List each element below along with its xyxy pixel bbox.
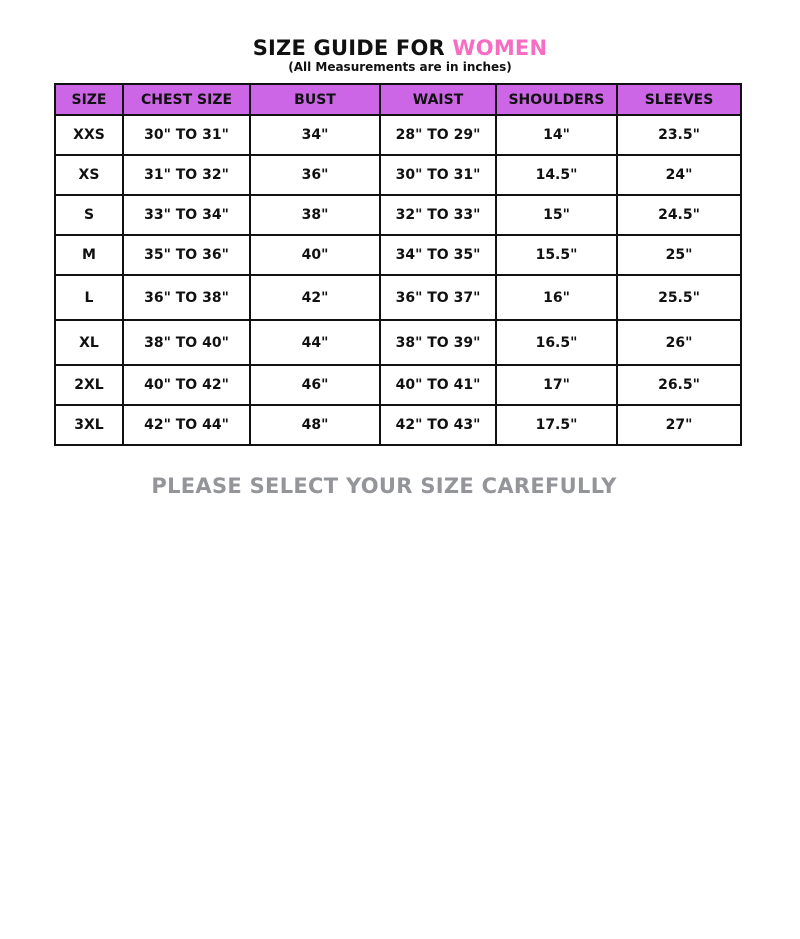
bust-cell: 44"	[250, 320, 380, 365]
chest-size-cell: 38" TO 40"	[123, 320, 250, 365]
sleeves-cell: 26.5"	[617, 365, 741, 405]
size-guide-table	[54, 83, 742, 446]
table-row	[55, 235, 741, 275]
bust-cell: 36"	[250, 155, 380, 195]
shoulders-cell: 16"	[496, 275, 617, 320]
size-cell: XS	[55, 155, 123, 195]
waist-cell: 34" TO 35"	[380, 235, 496, 275]
column-header-chest-size: CHEST SIZE	[123, 84, 250, 115]
size-cell: XL	[55, 320, 123, 365]
size-cell: XXS	[55, 115, 123, 155]
column-header-bust: BUST	[250, 84, 380, 115]
chest-size-cell: 40" TO 42"	[123, 365, 250, 405]
column-header-waist: WAIST	[380, 84, 496, 115]
title-prefix: SIZE GUIDE FOR	[252, 36, 453, 60]
bust-cell: 46"	[250, 365, 380, 405]
table-row	[55, 320, 741, 365]
shoulders-cell: 17.5"	[496, 405, 617, 445]
shoulders-cell: 16.5"	[496, 320, 617, 365]
size-cell: M	[55, 235, 123, 275]
sleeves-cell: 27"	[617, 405, 741, 445]
bust-cell: 38"	[250, 195, 380, 235]
shoulders-cell: 14"	[496, 115, 617, 155]
waist-cell: 30" TO 31"	[380, 155, 496, 195]
size-cell: L	[55, 275, 123, 320]
title-highlight: WOMEN	[452, 36, 548, 60]
table-row	[55, 195, 741, 235]
table-row	[55, 405, 741, 445]
size-cell: S	[55, 195, 123, 235]
size-selection-note: PLEASE SELECT YOUR SIZE CAREFULLY	[151, 474, 617, 498]
shoulders-cell: 14.5"	[496, 155, 617, 195]
chest-size-cell: 30" TO 31"	[123, 115, 250, 155]
sleeves-cell: 25.5"	[617, 275, 741, 320]
column-header-shoulders: SHOULDERS	[496, 84, 617, 115]
column-header-size: SIZE	[55, 84, 123, 115]
size-cell: 2XL	[55, 365, 123, 405]
sleeves-cell: 24"	[617, 155, 741, 195]
size-cell: 3XL	[55, 405, 123, 445]
waist-cell: 42" TO 43"	[380, 405, 496, 445]
table-row	[55, 365, 741, 405]
chest-size-cell: 31" TO 32"	[123, 155, 250, 195]
sleeves-cell: 25"	[617, 235, 741, 275]
table-header-row	[55, 84, 741, 115]
shoulders-cell: 15"	[496, 195, 617, 235]
waist-cell: 40" TO 41"	[380, 365, 496, 405]
table-row	[55, 155, 741, 195]
chest-size-cell: 42" TO 44"	[123, 405, 250, 445]
bust-cell: 40"	[250, 235, 380, 275]
chest-size-cell: 33" TO 34"	[123, 195, 250, 235]
waist-cell: 38" TO 39"	[380, 320, 496, 365]
bust-cell: 48"	[250, 405, 380, 445]
table-row	[55, 275, 741, 320]
column-header-sleeves: SLEEVES	[617, 84, 741, 115]
sleeves-cell: 26"	[617, 320, 741, 365]
waist-cell: 32" TO 33"	[380, 195, 496, 235]
waist-cell: 36" TO 37"	[380, 275, 496, 320]
table-row	[55, 115, 741, 155]
chest-size-cell: 36" TO 38"	[123, 275, 250, 320]
sleeves-cell: 23.5"	[617, 115, 741, 155]
bust-cell: 42"	[250, 275, 380, 320]
waist-cell: 28" TO 29"	[380, 115, 496, 155]
sleeves-cell: 24.5"	[617, 195, 741, 235]
bust-cell: 34"	[250, 115, 380, 155]
shoulders-cell: 17"	[496, 365, 617, 405]
chest-size-cell: 35" TO 36"	[123, 235, 250, 275]
measurement-unit-note: (All Measurements are in inches)	[288, 60, 512, 74]
shoulders-cell: 15.5"	[496, 235, 617, 275]
